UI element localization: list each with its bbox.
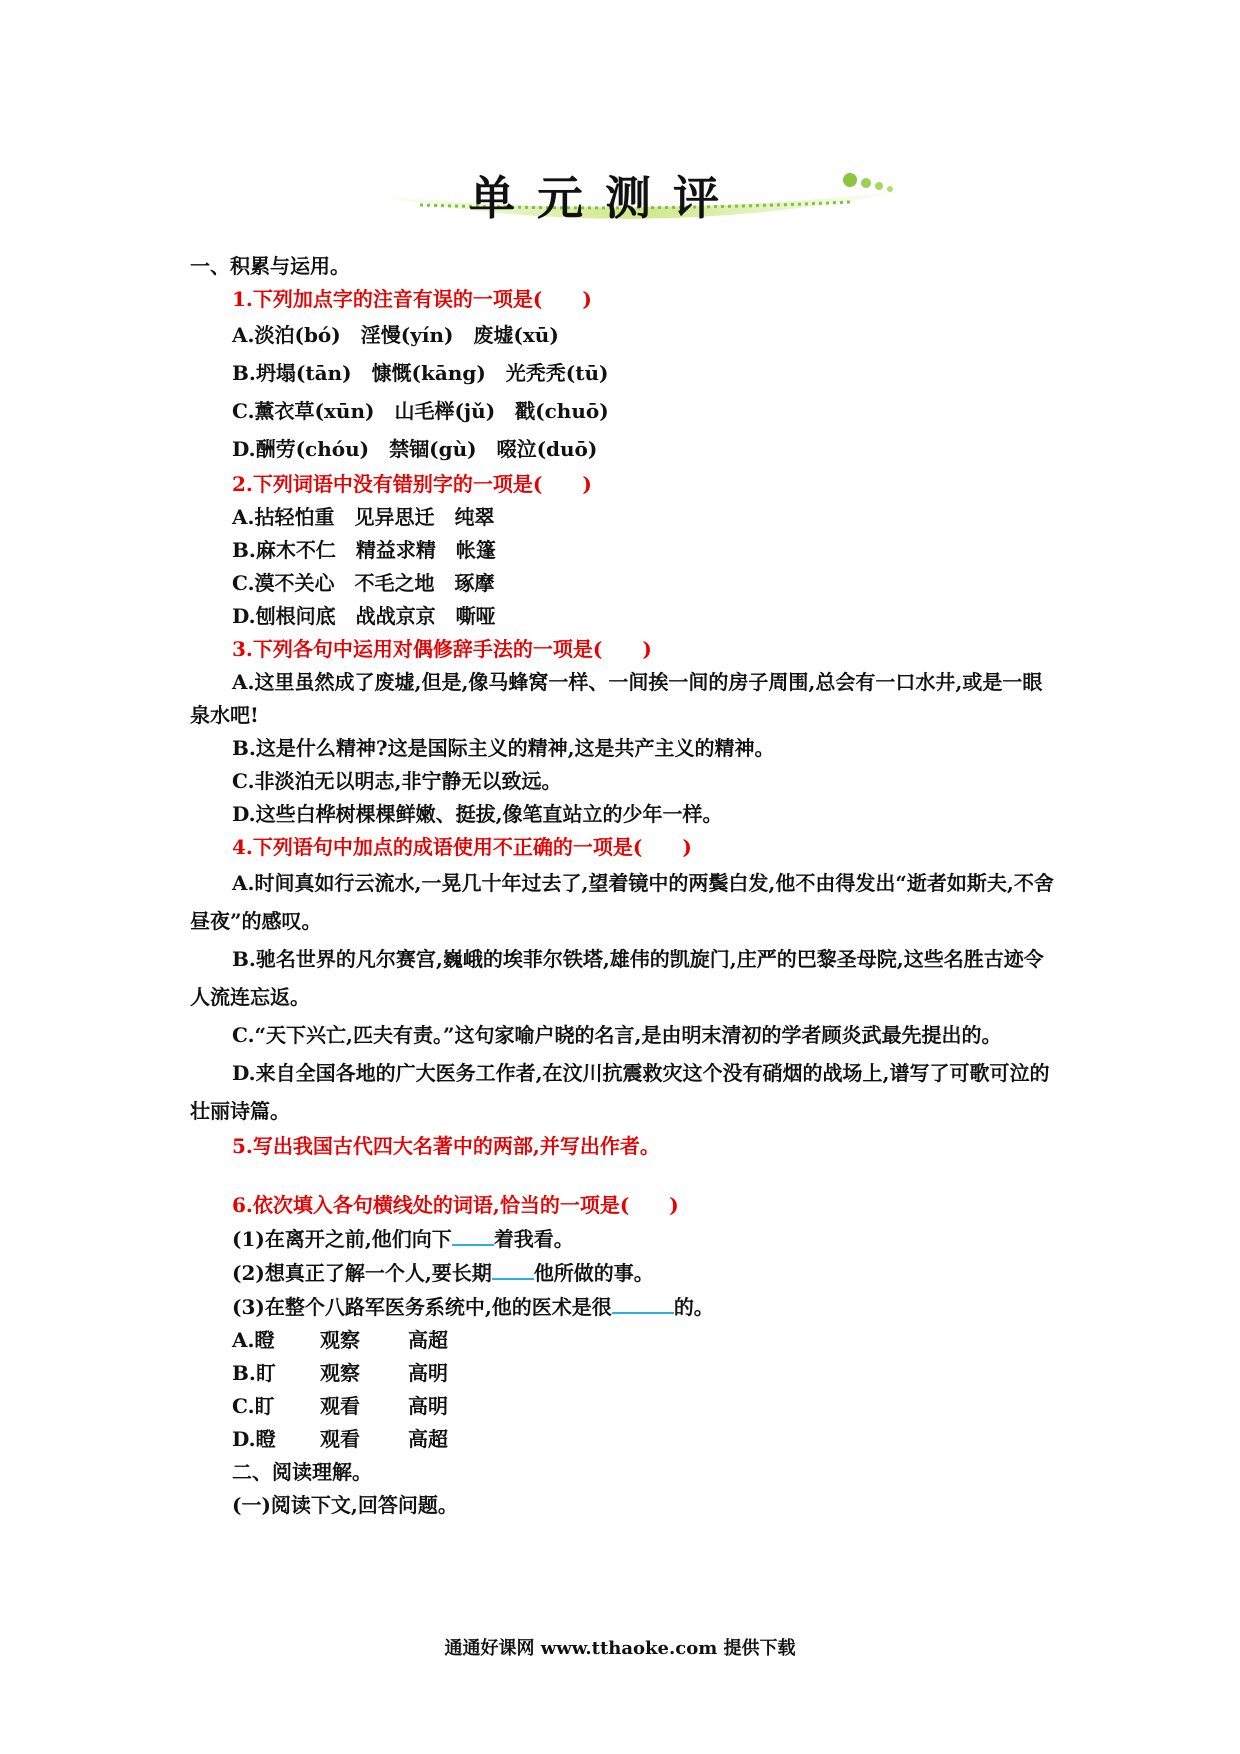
q6-sentence-2: [190, 1256, 1060, 1290]
q2-option-a: A.拈轻怕重 见异思迁 纯翠: [232, 505, 495, 529]
section-heading-2: 二、阅读理解。: [232, 1460, 372, 1484]
q6-s3-text-a: (3)在整个八路军医务系统中,他的医术是很: [232, 1295, 612, 1319]
q1-option-b: B.坍塌(tān) 慷慨(kāng) 光秃秃(tū): [232, 361, 609, 385]
title-banner: [370, 150, 910, 240]
q1-option-c: C.薰衣草(xūn) 山毛榉(jǔ) 戳(chuō): [232, 399, 609, 423]
q2-option-c: C.漠不关心 不毛之地 琢摩: [232, 571, 495, 595]
q6-option-d: [190, 1423, 1060, 1456]
q2-option-b: B.麻木不仁 精益求精 帐篷: [232, 538, 496, 562]
q6-s1-text-b: 着我看。: [493, 1227, 574, 1251]
q4-option-d: D.来自全国各地的广大医务工作者,在汶川抗震救灾这个没有硝烟的战场上,谱写了可歌可泣的壮丽诗篇。: [190, 1061, 1050, 1123]
q6-a-word-1: A.瞪: [232, 1328, 275, 1352]
page-title: 单元测评: [469, 171, 741, 225]
section-heading: 一、积累与运用。: [190, 254, 350, 278]
q3-option-b: B.这是什么精神?这是国际主义的精神,这是共产主义的精神。: [232, 736, 775, 760]
fill-blank-2[interactable]: [492, 1256, 534, 1280]
question-1: 1.下列加点字的注音有误的一项是( ): [232, 287, 592, 311]
q6-s1-text-a: (1)在离开之前,他们向下: [232, 1227, 452, 1251]
q6-s3-text-b: 的。: [673, 1295, 714, 1319]
fill-blank-3[interactable]: [612, 1290, 674, 1314]
q6-b-word-1: B.盯: [232, 1361, 276, 1385]
q6-d-word-3: 高超: [408, 1427, 448, 1451]
q3-option-c: C.非淡泊无以明志,非宁静无以致远。: [232, 769, 562, 793]
q6-d-word-2: 观看: [320, 1427, 360, 1451]
q4-option-b: B.驰名世界的凡尔赛宫,巍峨的埃菲尔铁塔,雄伟的凯旋门,庄严的巴黎圣母院,这些名胜古迹令人流连忘返。: [190, 947, 1044, 1009]
q4-option-a: A.时间真如行云流水,一晃几十年过去了,望着镜中的两鬓白发,他不由得发出“逝者如斯夫,不舍昼夜”的感叹。: [190, 871, 1054, 933]
answer-space: [190, 1163, 1060, 1189]
q4-option-c: C.“天下兴亡,匹夫有责。”这句家喻户晓的名言,是由明末清初的学者顾炎武最先提出的。: [232, 1023, 1002, 1047]
question-2: 2.下列词语中没有错别字的一项是( ): [232, 472, 592, 496]
question-5: 5.写出我国古代四大名著中的两部,并写出作者。: [232, 1134, 660, 1158]
q6-option-b: [190, 1357, 1060, 1390]
q3-option-d: D.这些白桦树棵棵鲜嫩、挺拔,像笔直站立的少年一样。: [232, 802, 723, 826]
question-3: 3.下列各句中运用对偶修辞手法的一项是( ): [232, 637, 652, 661]
q6-c-word-1: C.盯: [232, 1394, 275, 1418]
question-6: 6.依次填入各句横线处的词语,恰当的一项是( ): [232, 1193, 679, 1217]
q6-a-word-3: 高超: [408, 1328, 448, 1352]
q6-option-a: [190, 1324, 1060, 1357]
fill-blank-1[interactable]: [452, 1222, 494, 1246]
test-content: [190, 250, 1060, 1522]
subsection-heading: (一)阅读下文,回答问题。: [232, 1493, 458, 1517]
q2-option-d: D.刨根问底 战战京京 嘶哑: [232, 604, 496, 628]
q6-sentence-3: [190, 1290, 1060, 1324]
q3-option-a: A.这里虽然成了废墟,但是,像马蜂窝一样、一间挨一间的房子周围,总会有一口水井,或是一眼泉水吧!: [190, 670, 1043, 727]
q6-s2-text-b: 他所做的事。: [533, 1261, 654, 1285]
q6-a-word-2: 观察: [320, 1328, 360, 1352]
q6-sentence-1: [190, 1222, 1060, 1256]
q1-option-d: D.酬劳(chóu) 禁锢(gù) 啜泣(duō): [232, 437, 598, 461]
q6-b-word-2: 观察: [320, 1361, 360, 1385]
q6-c-word-2: 观看: [320, 1394, 360, 1418]
q6-b-word-3: 高明: [408, 1361, 448, 1385]
footer-credit: 通通好课网 www.tthaoke.com 提供下载: [444, 1638, 796, 1659]
q6-option-c: [190, 1390, 1060, 1423]
q6-c-word-3: 高明: [408, 1394, 448, 1418]
q1-option-a: A.淡泊(bó) 淫慢(yín) 废墟(xū): [232, 323, 559, 347]
question-4: 4.下列语句中加点的成语使用不正确的一项是( ): [232, 835, 692, 859]
q6-s2-text-a: (2)想真正了解一个人,要长期: [232, 1261, 492, 1285]
q6-d-word-1: D.瞪: [232, 1427, 276, 1451]
